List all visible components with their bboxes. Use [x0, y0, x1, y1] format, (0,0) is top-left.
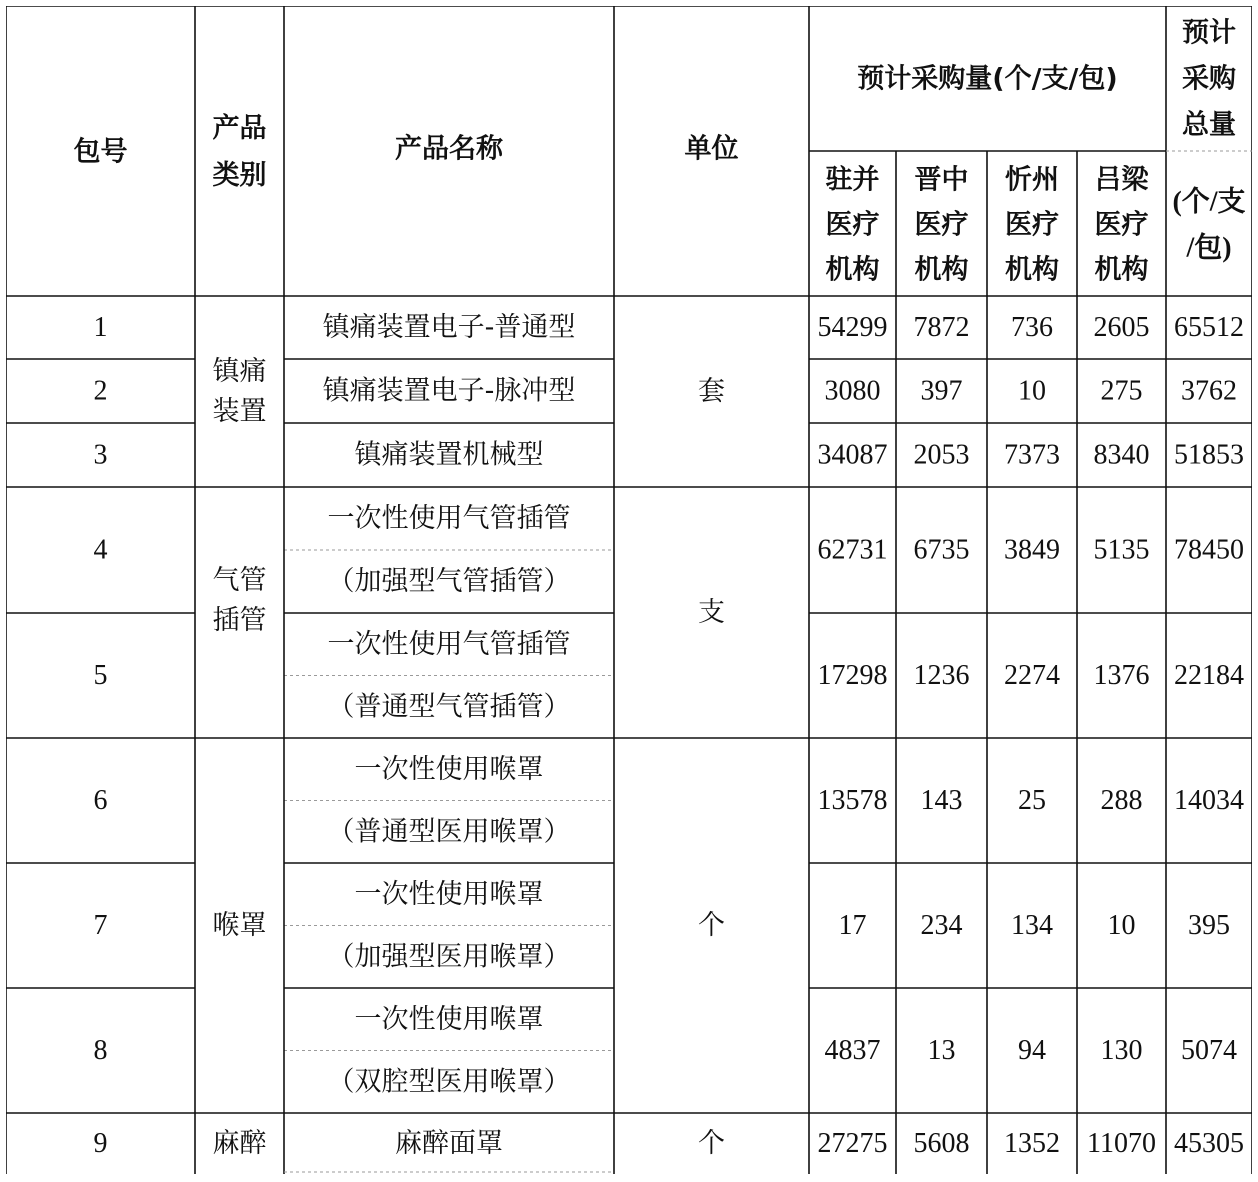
procurement-table	[6, 6, 1252, 1174]
row-product-name: 一次性使用喉罩	[354, 1003, 544, 1035]
row-qty-value: 1236	[913, 660, 970, 691]
row-qty-value: 7872	[913, 312, 970, 343]
row-qty-value: 62731	[817, 534, 888, 566]
row-qty-value: 288	[1100, 785, 1143, 816]
header-region: 机构	[825, 254, 880, 286]
row-product-spec: （双腔型医用喉罩）	[327, 1066, 571, 1098]
procurement-table-svg	[6, 6, 1252, 1174]
row-qty-value: 234	[920, 910, 963, 941]
row-total-value: 65512	[1174, 312, 1244, 343]
header-package-no: 包号	[73, 136, 128, 168]
row-package-no: 9	[93, 1128, 108, 1159]
row-product-spec: （普通型医用喉罩）	[327, 816, 571, 848]
row-package-no: 7	[93, 910, 108, 941]
row-qty-value: 27275	[817, 1128, 888, 1159]
row-product-name: 镇痛装置电子-普通型	[322, 312, 576, 343]
header-category: 类别	[212, 160, 267, 191]
unit-label: 个	[698, 1128, 725, 1159]
header-estimated-qty: 预计采购量(个/支/包)	[857, 63, 1118, 95]
row-qty-value: 54299	[817, 312, 888, 343]
header-category: 产品	[212, 113, 267, 144]
category-label: 喉罩	[212, 910, 267, 941]
row-product-spec: （加强型气管插管）	[327, 566, 571, 597]
header-region: 医疗	[1005, 209, 1059, 241]
row-product-name: 一次性使用气管插管	[327, 503, 571, 534]
header-total-unit: /包)	[1186, 232, 1232, 264]
row-qty-value: 3849	[1004, 534, 1060, 566]
row-product-name: 一次性使用喉罩	[354, 753, 544, 785]
header-region: 医疗	[825, 209, 880, 241]
row-qty-value: 8340	[1093, 439, 1150, 471]
row-qty-value: 3080	[824, 375, 881, 407]
row-qty-value: 17298	[817, 660, 888, 691]
row-qty-value: 1352	[1004, 1128, 1060, 1159]
header-region: 机构	[1094, 254, 1149, 286]
header-product-name: 产品名称	[395, 133, 503, 165]
row-qty-value: 13	[927, 1035, 956, 1066]
row-product-name: 镇痛装置电子-脉冲型	[322, 375, 576, 407]
row-qty-value: 5608	[913, 1128, 970, 1159]
header-unit: 单位	[684, 133, 739, 165]
category-label: 插管	[212, 605, 267, 636]
row-qty-value: 17	[838, 910, 867, 941]
row-product-name: 一次性使用气管插管	[327, 628, 571, 660]
row-total-value: 395	[1188, 910, 1230, 941]
header-region: 机构	[1005, 254, 1059, 286]
header-region: 晋中	[914, 164, 969, 196]
row-package-no: 1	[93, 312, 108, 343]
header-region: 忻州	[1005, 164, 1059, 196]
unit-label: 支	[698, 597, 725, 628]
row-qty-value: 5135	[1093, 534, 1150, 566]
row-package-no: 5	[93, 660, 108, 691]
row-qty-value: 1376	[1093, 660, 1150, 691]
row-qty-value: 94	[1018, 1035, 1046, 1066]
row-product-name: 一次性使用喉罩	[354, 878, 544, 910]
row-package-no: 4	[93, 534, 108, 566]
unit-label: 套	[698, 376, 725, 407]
row-package-no: 2	[93, 375, 108, 407]
row-qty-value: 6735	[913, 534, 970, 566]
category-label: 麻醉	[212, 1128, 267, 1159]
unit-label: 个	[698, 910, 725, 941]
row-qty-value: 397	[920, 375, 963, 407]
header-region: 机构	[914, 254, 969, 286]
row-total-value: 5074	[1181, 1035, 1237, 1066]
header-region: 医疗	[1094, 209, 1149, 241]
row-qty-value: 7373	[1004, 439, 1060, 471]
row-product-name: 镇痛装置机械型	[354, 439, 544, 471]
row-qty-value: 10	[1018, 375, 1046, 407]
row-total-value: 45305	[1174, 1128, 1244, 1159]
row-total-value: 51853	[1174, 439, 1244, 471]
row-qty-value: 275	[1100, 375, 1143, 407]
row-qty-value: 143	[920, 785, 963, 816]
category-label: 装置	[212, 396, 267, 427]
row-qty-value: 134	[1011, 910, 1053, 941]
row-total-value: 14034	[1174, 785, 1244, 816]
header-region: 驻并	[825, 164, 880, 196]
row-total-value: 3762	[1181, 375, 1237, 407]
header-total-qty: 预计	[1182, 17, 1236, 49]
category-label: 气管	[212, 565, 267, 596]
header-region: 吕梁	[1094, 164, 1149, 196]
row-qty-value: 11070	[1087, 1128, 1156, 1159]
row-total-value: 22184	[1174, 660, 1244, 691]
row-qty-value: 4837	[824, 1035, 881, 1066]
row-qty-value: 2605	[1093, 312, 1150, 343]
row-qty-value: 130	[1100, 1035, 1143, 1066]
header-total-unit: (个/支	[1172, 186, 1246, 218]
row-total-value: 78450	[1174, 534, 1244, 566]
row-qty-value: 2053	[913, 439, 970, 471]
header-total-qty: 总量	[1182, 109, 1236, 141]
row-qty-value: 25	[1018, 785, 1046, 816]
row-qty-value: 2274	[1004, 660, 1060, 691]
row-package-no: 3	[93, 439, 108, 471]
row-product-spec: （加强型医用喉罩）	[327, 941, 571, 973]
header-total-qty: 采购	[1182, 63, 1236, 95]
row-product-name: 麻醉面罩	[395, 1128, 503, 1159]
row-qty-value: 736	[1011, 312, 1053, 343]
row-qty-value: 10	[1107, 910, 1136, 941]
row-qty-value: 13578	[817, 785, 888, 816]
header-region: 医疗	[914, 209, 969, 241]
row-qty-value: 34087	[817, 439, 888, 471]
category-label: 镇痛	[212, 356, 267, 387]
row-package-no: 6	[93, 785, 108, 816]
row-package-no: 8	[93, 1035, 108, 1066]
row-product-spec: （普通型气管插管）	[327, 691, 571, 723]
